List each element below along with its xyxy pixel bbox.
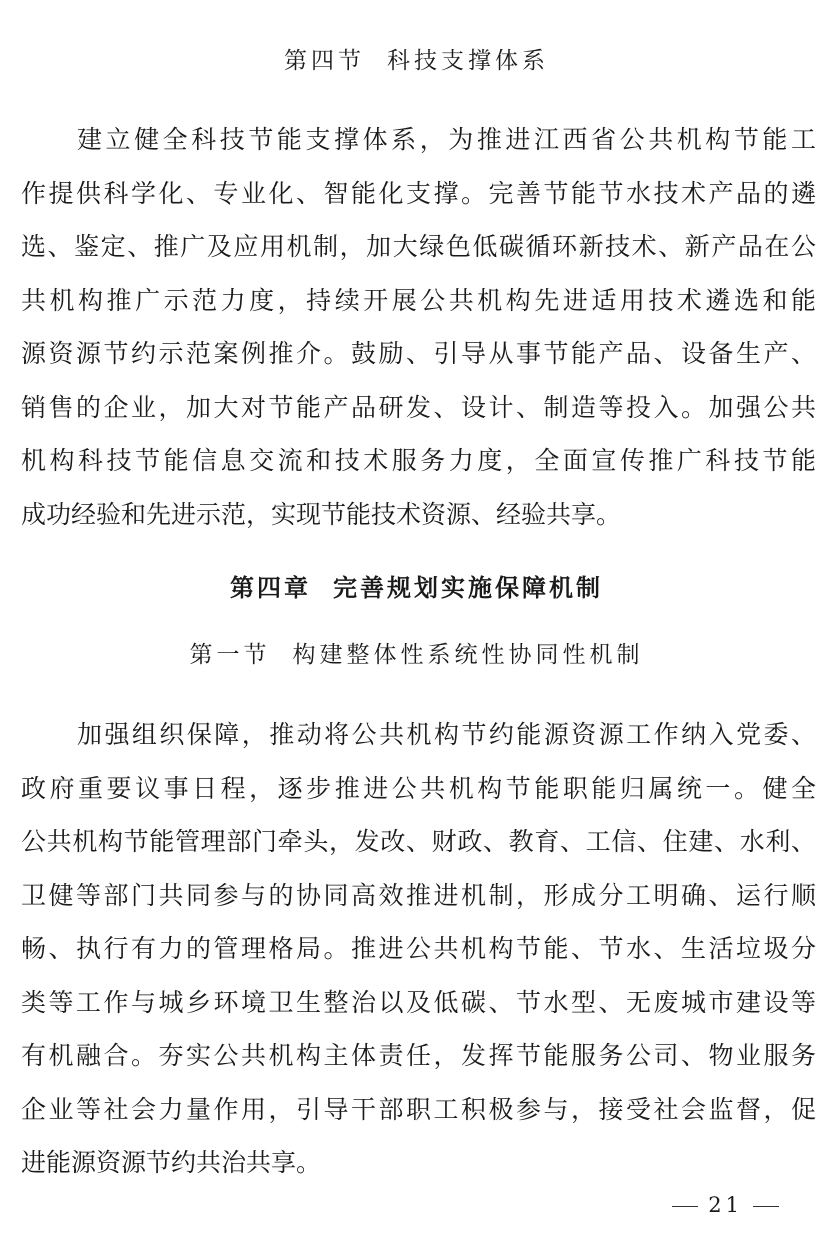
section-label: 第一节: [189, 642, 271, 668]
paragraph-line: 共机构推广示范力度，持续开展公共机构先进适用技术遴选和能: [21, 285, 816, 315]
paragraph-line: 政府重要议事日程，逐步推进公共机构节能职能归属统一。健全: [21, 773, 816, 803]
section-label: 第四节: [284, 48, 365, 74]
paragraph-line: 加强组织保障，推动将公共机构节约能源资源工作纳入党委、: [77, 720, 816, 749]
paragraph-line: 类等工作与城乡环境卫生整治以及低碳、节水型、无废城市建设等: [21, 987, 816, 1017]
paragraph-line: 公共机构节能管理部门牵头，发改、财政、教育、工信、住建、水利、: [21, 827, 816, 856]
chapter-label: 第四章: [230, 574, 311, 602]
section-title: 构建整体性系统性协同性机制: [292, 642, 644, 668]
page-footer: [662, 1193, 789, 1217]
chapter-title: 完善规划实施保障机制: [333, 574, 603, 602]
paragraph-line: 企业等社会力量作用，引导干部职工积极参与，接受社会监督，促: [21, 1094, 816, 1124]
paragraph-line: 源资源节约示范案例推介。鼓励、引导从事节能产品、设备生产、: [21, 339, 816, 368]
paragraph-line: 机构科技节能信息交流和技术服务力度，全面宣传推广科技节能: [21, 446, 816, 475]
section-heading-coordination: [0, 636, 833, 669]
footer-dash: [672, 1206, 698, 1207]
chapter-heading: [0, 568, 833, 603]
section-title: 科技支撑体系: [387, 48, 549, 74]
paragraph-line: 作提供科学化、专业化、智能化支撑。完善节能节水技术产品的遴: [21, 178, 816, 208]
paragraph-line: 成功经验和先进示范，实现节能技术资源、经验共享。: [21, 499, 622, 529]
footer-dash: [753, 1206, 779, 1207]
paragraph-line: 选、鉴定、推广及应用机制，加大绿色低碳循环新技术、新产品在公: [21, 232, 816, 261]
paragraph-line: 进能源资源节约共治共享。: [21, 1148, 322, 1177]
paragraph-line: 销售的企业，加大对节能产品研发、设计、制造等投入。加强公共: [21, 392, 816, 422]
section-heading-tech-support: [0, 42, 833, 75]
paragraph-line: 有机融合。夯实公共机构主体责任，发挥节能服务公司、物业服务: [21, 1041, 816, 1070]
paragraph-line: 畅、执行有力的管理格局。推进公共机构节能、节水、生活垃圾分: [21, 934, 816, 963]
page-number: 21: [708, 1193, 743, 1217]
paragraph-line: 建立健全科技节能支撑体系，为推进江西省公共机构节能工: [77, 125, 816, 154]
paragraph-tech-support: [21, 113, 816, 541]
paragraph-coordination: [21, 708, 816, 1190]
paragraph-line: 卫健等部门共同参与的协同高效推进机制，形成分工明确、运行顺: [21, 880, 816, 910]
